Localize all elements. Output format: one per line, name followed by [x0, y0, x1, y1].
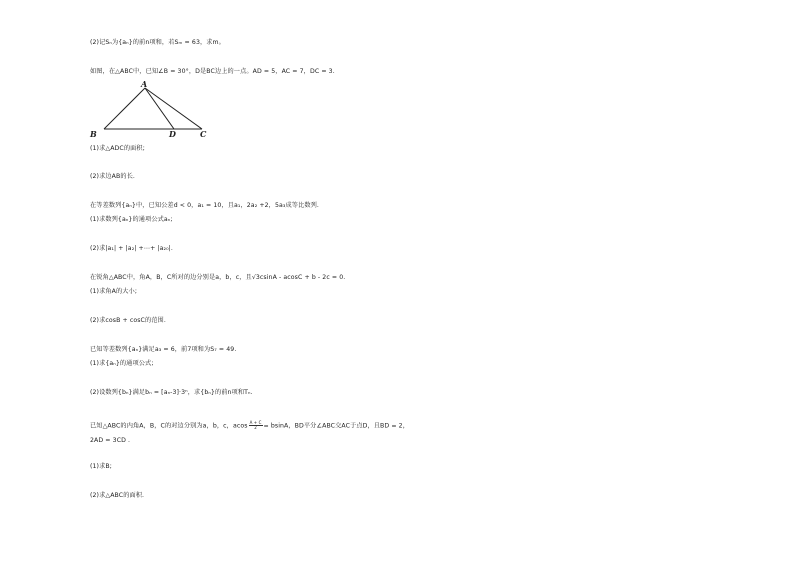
- text-line-16: (1)求B;: [90, 463, 112, 470]
- text-line-14-part-1: 已知△ABC的内角A，B，C的对边分别为a，b，c，acos: [90, 422, 248, 430]
- label-c: C: [200, 129, 207, 139]
- text-line-6: (1)求数列{aₙ}的通项公式aₙ;: [90, 216, 173, 223]
- label-d: D: [169, 129, 176, 139]
- text-line-3: (1)求△ADC的面积;: [90, 145, 145, 152]
- fraction: [249, 421, 263, 430]
- text-line-11: 已知等差数列{aₙ}满足a₃ = 6，前7项和为S₇ = 49.: [90, 346, 237, 353]
- fraction-denominator: 2: [254, 425, 257, 430]
- text-line-12: (1)求{aₙ}的通项公式;: [90, 360, 154, 367]
- label-b: B: [90, 129, 97, 139]
- text-line-1: (2)记Sₙ为{aₙ}的前n项和，若Sₘ = 63，求m。: [90, 39, 225, 46]
- text-line-5: 在等差数列{aₙ}中，已知公差d < 0，a₁ = 10，且a₁，2a₂ +2，5a₃成等比数列.: [90, 202, 319, 209]
- text-line-13: (2)设数列{bₙ}满足bₙ = [aₙ-3]·3ⁿ，求{bₙ}的前n项和Tₙ.: [90, 389, 253, 396]
- text-line-15: 2AD = 3CD .: [90, 437, 131, 444]
- text-line-14: [90, 421, 409, 431]
- fraction-numerator: A + C: [249, 420, 262, 425]
- text-line-10: (2)求cosB + cosC的范围.: [90, 317, 166, 324]
- triangle-figure: [86, 78, 216, 140]
- edge-ad: [145, 88, 174, 129]
- text-line-2: 如图，在△ABC中，已知∠B = 30°，D是BC边上的一点。AD = 5，AC = 7，DC = 3.: [90, 68, 335, 75]
- text-line-7: (2)求|a₁| + |a₂| +⋯+ |a₂₀|.: [90, 245, 173, 252]
- text-line-9: (1)求角A的大小;: [90, 288, 138, 295]
- text-line-14-part-2: = bsinA，BD平分∠ABC交AC于点D，且BD = 2，: [263, 422, 409, 430]
- edge-ab: [104, 88, 145, 129]
- text-line-17: (2)求△ABC的面积.: [90, 492, 145, 499]
- label-a: A: [141, 79, 148, 89]
- text-line-4: (2)求边AB的长.: [90, 173, 135, 180]
- edge-ac: [145, 88, 202, 129]
- text-line-8: 在锐角△ABC中，角A，B，C所对的边分别是a，b，c，且√3csinA - acosC + b - 2c = 0.: [90, 274, 346, 281]
